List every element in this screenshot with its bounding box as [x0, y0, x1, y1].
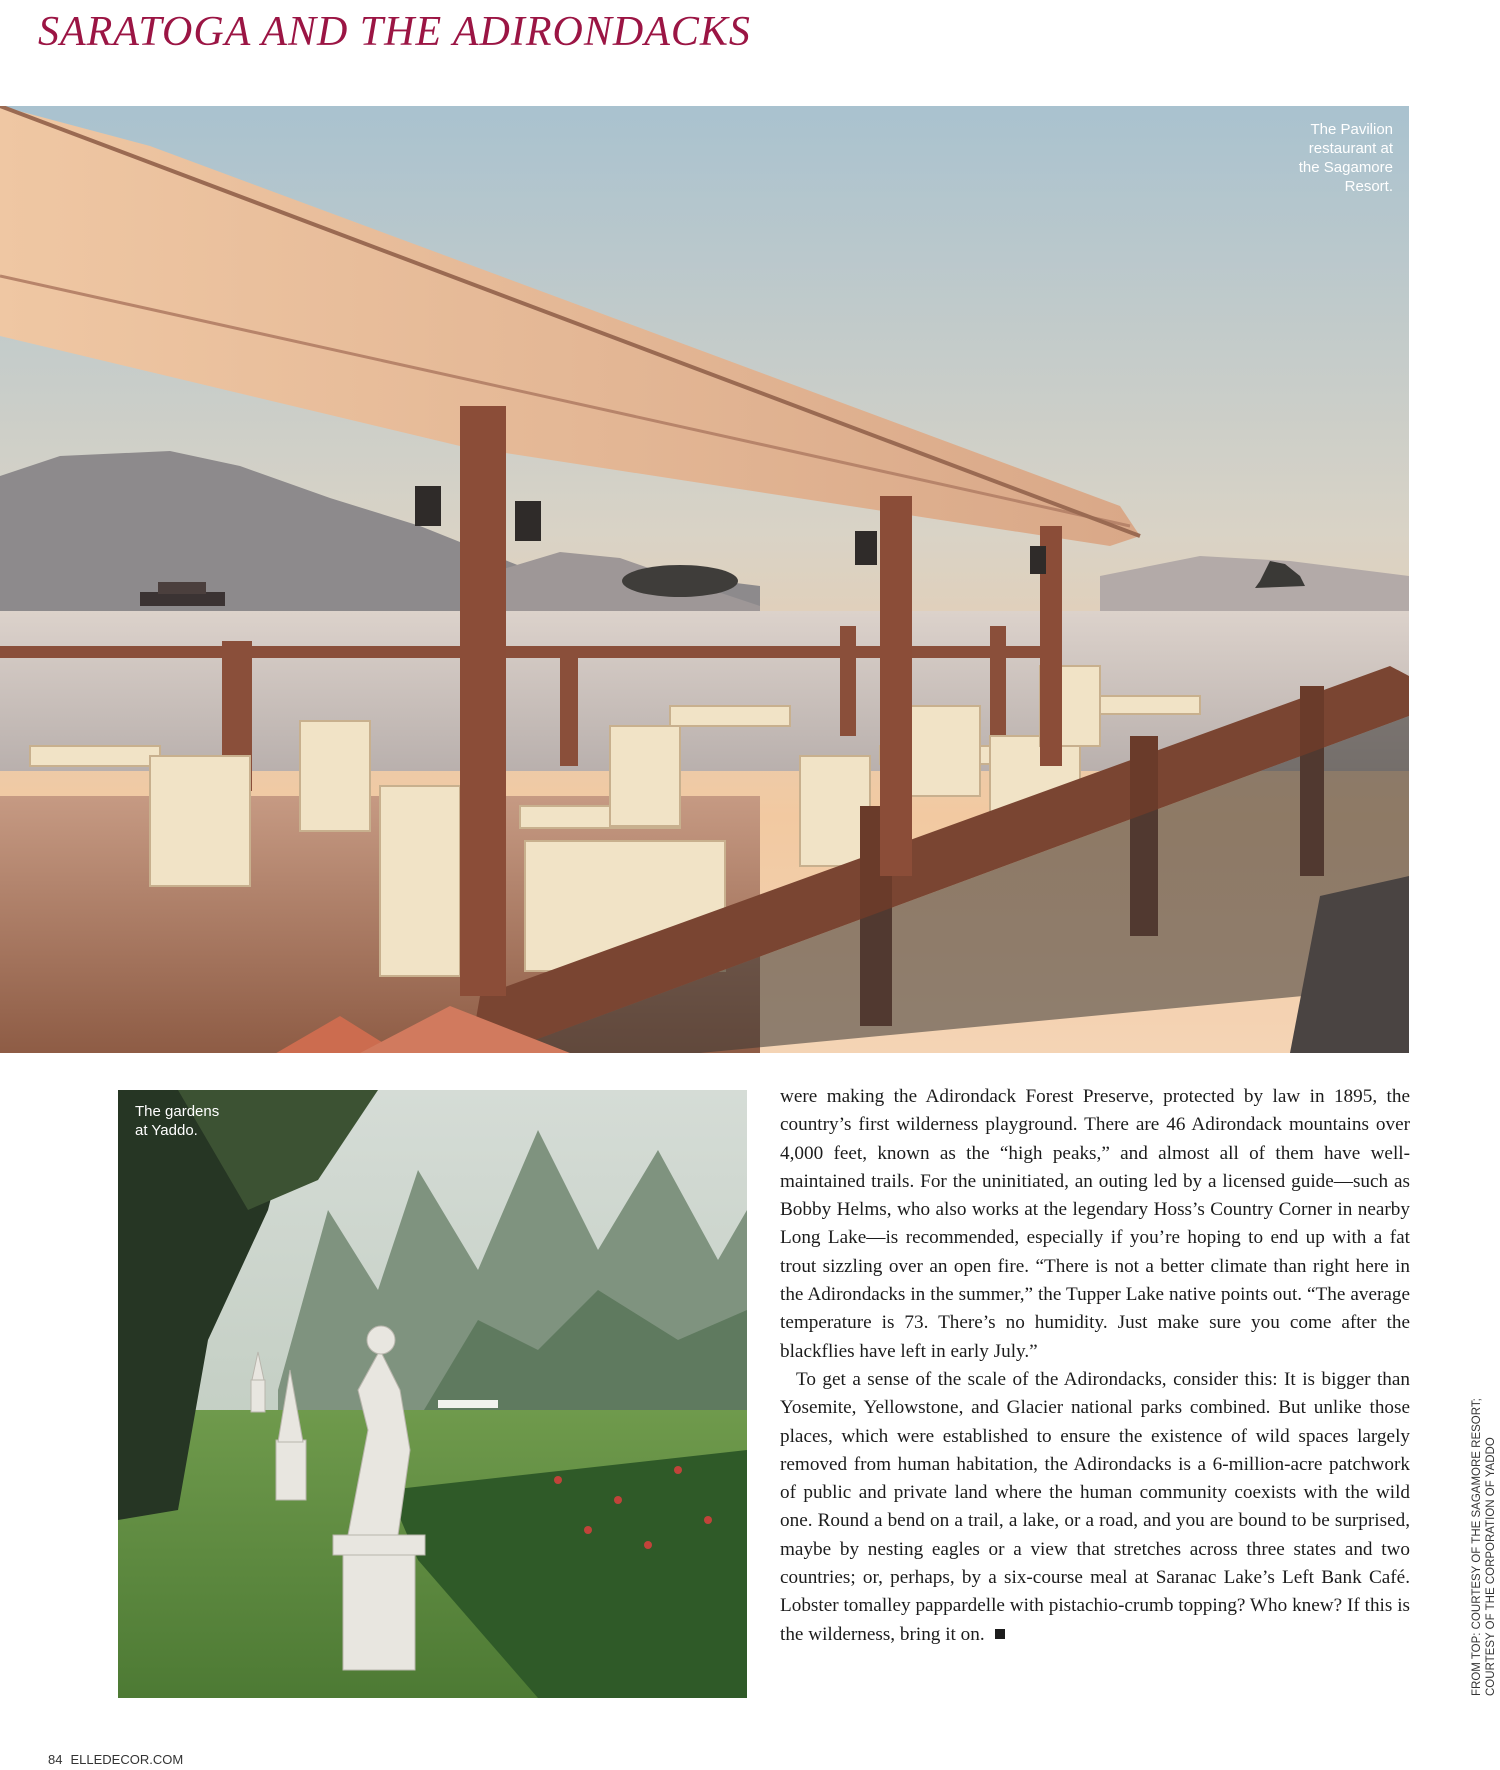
photo-credit-line: FROM TOP: COURTESY OF THE SAGAMORE RESORT;: [1471, 1398, 1483, 1696]
photo-credit-line: COURTESY OF THE CORPORATION OF YADDO: [1485, 1437, 1497, 1696]
page-headline: SARATOGA AND THE ADIRONDACKS: [38, 9, 751, 55]
garden-photo-caption: The gardens at Yaddo.: [135, 1103, 220, 1139]
article-paragraph-text: To get a sense of the scale of the Adirondacks, consider this: It is bigger than Yosemite, Yellowstone, and Glacier national parks combined. But unlike those places, which were established to ensure the existence of wild spaces largely removed from human habitation, the Adirondacks is a 6-million-acre patchwork of public and private land where the human community coexists with the wild one. Round a bend on a trail, a lake, or a road, and you are bound to be surprised, maybe by nesting eagles or a view that stretches across three states and two countries; or, perhaps, by a six-course meal at Saranac Lake’s Left Bank Café. Lobster tomalley pappardelle with pistachio-crumb topping? Who knew? If this is the wilderness, bring it on.: [780, 1368, 1410, 1645]
photo-credit: [1470, 1336, 1498, 1696]
page-number: 84: [48, 1752, 63, 1767]
pavilion-restaurant-photo: [0, 106, 1409, 1053]
article-body: [780, 1083, 1410, 1649]
end-mark-icon: [995, 1629, 1005, 1639]
yaddo-gardens-photo: [118, 1090, 747, 1698]
site-name: ELLEDECOR.COM: [70, 1752, 184, 1767]
page-folio: [48, 1752, 183, 1767]
article-paragraph: [780, 1366, 1410, 1649]
hero-photo-caption: The Pavilion restaurant at the Sagamore Resort.: [1298, 121, 1393, 195]
article-paragraph: were making the Adirondack Forest Preserve, protected by law in 1895, the country’s first wilderness playground. There are 46 Adirondack mountains over 4,000 feet, known as the “high peaks,” and almost all of them have well-maintained trails. For the uninitiated, an outing led by a licensed guide—such as Bobby Helms, who also works at the legendary Hoss’s Country Corner in nearby Long Lake—is recommended, especially if you’re hoping to end up with a fat trout sizzling over an open fire. “There is not a better climate than right here in the Adirondacks in the summer,” the Tupper Lake native points out. “The average temperature is 73. There’s no humidity. Just make sure you come after the blackflies have left in early July.”: [780, 1086, 1410, 1362]
